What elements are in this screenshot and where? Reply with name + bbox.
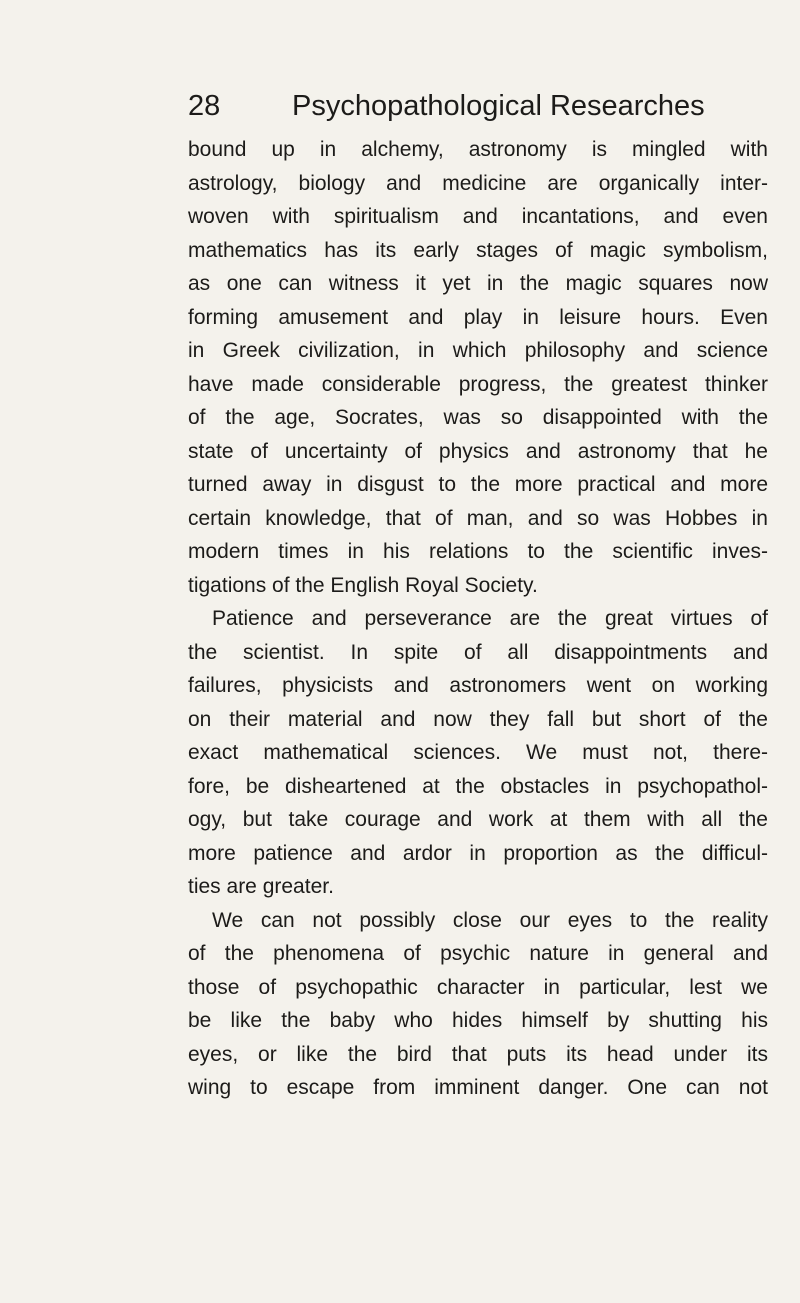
text-line: those of psychopathic character in particular, lest we (188, 975, 768, 999)
text-line: exact mathematical sciences. We must not, there- (188, 741, 768, 764)
page-number: 28 (188, 90, 221, 122)
text-line: forming amusement and play in leisure hours. Even (188, 305, 768, 329)
text-line: We can not possibly close our eyes to the reality (212, 908, 768, 932)
text-line: be like the baby who hides himself by shutting his (188, 1009, 768, 1032)
text-line: astrology, biology and medicine are organically inter- (188, 171, 768, 195)
text-line: Patience and perseverance are the great virtues of (212, 607, 768, 630)
text-line: modern times in his relations to the scientific inves- (188, 540, 768, 563)
text-line: bound up in alchemy, astronomy is mingled with (188, 138, 768, 161)
text-line: of the phenomena of psychic nature in general and (188, 942, 768, 965)
text-line: fore, be disheartened at the obstacles in psychopathol- (188, 774, 768, 798)
running-title: Psychopathological Researches (292, 90, 705, 122)
text-line: mathematics has its early stages of magic symbolism, (188, 238, 768, 262)
text-line: eyes, or like the bird that puts its head under its (188, 1042, 768, 1066)
text-line: of the age, Socrates, was so disappointed with the (188, 406, 768, 429)
text-line: on their material and now they fall but short of the (188, 707, 768, 731)
text-line: failures, physicists and astronomers went on working (188, 674, 768, 697)
text-line: ties are greater. (188, 875, 334, 898)
text-line: state of uncertainty of physics and astronomy that he (188, 439, 768, 463)
body-text (188, 133, 768, 1105)
text-line: more patience and ardor in proportion as the difficul- (188, 841, 768, 865)
text-line: wing to escape from imminent danger. One can not (188, 1076, 768, 1099)
text-line: the scientist. In spite of all disappointments and (188, 640, 768, 664)
text-line: turned away in disgust to the more practical and more (188, 473, 768, 496)
text-line: in Greek civilization, in which philosophy and science (188, 339, 768, 362)
text-line: woven with spiritualism and incantations, and even (188, 205, 768, 228)
running-head (188, 84, 768, 128)
text-line: have made considerable progress, the greatest thinker (188, 372, 768, 396)
text-line: tigations of the English Royal Society. (188, 573, 538, 597)
text-line: as one can witness it yet in the magic squares now (188, 272, 768, 295)
text-line: ogy, but take courage and work at them with all the (188, 808, 768, 831)
text-line: certain knowledge, that of man, and so was Hobbes in (188, 506, 768, 530)
